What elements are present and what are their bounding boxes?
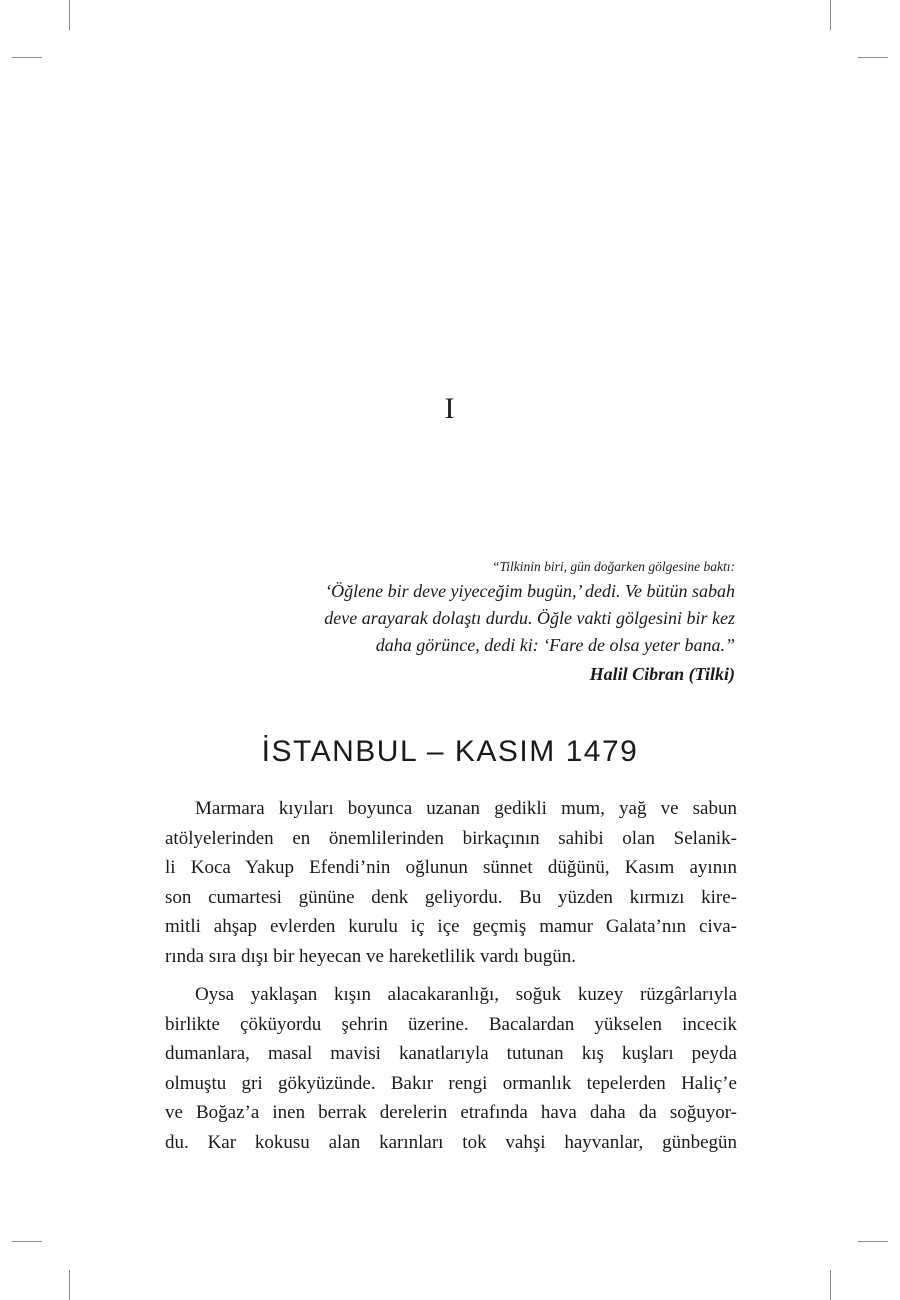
text-line: Marmara kıyıları boyunca uzanan gedikli mum, yağ ve sabun: [195, 798, 737, 819]
crop-mark-bottom-left-vertical: [69, 1270, 70, 1300]
epigraph-attribution: Halil Cibran (Tilki): [589, 664, 735, 684]
text-line: rında sıra dışı bir heyecan ve hareketlilik vardı bugün.: [165, 945, 577, 967]
section-heading: İSTANBUL – KASIM 1479: [261, 735, 639, 768]
crop-mark-top-left-vertical: [69, 0, 70, 30]
epigraph-line: daha görünce, dedi ki: ‘Fare de olsa yeter bana.”: [375, 635, 735, 655]
text-line: du. Kar kokusu alan karınları tok vahşi hayvanlar, günbegün: [165, 1131, 737, 1153]
text-line: atölyelerinden en önemlilerinden birkaçının sahibi olan Selanik-: [165, 827, 737, 849]
crop-mark-top-right-horizontal: [858, 57, 888, 58]
body-text: [165, 794, 737, 1166]
crop-mark-bottom-right-vertical: [830, 1270, 831, 1300]
text-line: olmuştu gri gökyüzünde. Bakır rengi ormanlık tepelerden Haliç’e: [165, 1072, 737, 1094]
chapter-number: I: [444, 392, 456, 425]
text-line: son cumartesi gününe denk geliyordu. Bu yüzden kırmızı kire-: [165, 886, 737, 908]
text-line: Oysa yaklaşan kışın alacakaranlığı, soğuk kuzey rüzgârlarıyla: [195, 984, 737, 1005]
epigraph-line: deve arayarak dolaştı durdu. Öğle vakti gölgesini bir kez: [324, 608, 735, 628]
paragraph: [165, 980, 737, 1157]
paragraph: [165, 794, 737, 971]
text-line: mitli ahşap evlerden kurulu iç içe geçmiş mamur Galata’nın civa-: [165, 916, 737, 937]
text-line: ve Boğaz’a inen berrak derelerin etrafında hava daha da soğuyor-: [165, 1102, 737, 1123]
epigraph: [250, 556, 735, 688]
text-line: birlikte çöküyordu şehrin üzerine. Bacalardan yükselen incecik: [165, 1013, 737, 1035]
text-line: li Koca Yakup Efendi’nin oğlunun sünnet düğünü, Kasım ayının: [165, 857, 737, 878]
epigraph-line: ‘Öğlene bir deve yiyeceğim bugün,’ dedi. Ve bütün sabah: [325, 581, 735, 601]
crop-mark-bottom-right-horizontal: [858, 1241, 888, 1242]
crop-mark-bottom-left-horizontal: [12, 1241, 42, 1242]
crop-mark-top-right-vertical: [830, 0, 831, 30]
text-line: dumanlara, masal mavisi kanatlarıyla tutunan kış kuşları peyda: [165, 1043, 737, 1064]
crop-mark-top-left-horizontal: [12, 57, 42, 58]
epigraph-lead-line: “Tilkinin biri, gün doğarken gölgesine baktı:: [492, 559, 735, 574]
